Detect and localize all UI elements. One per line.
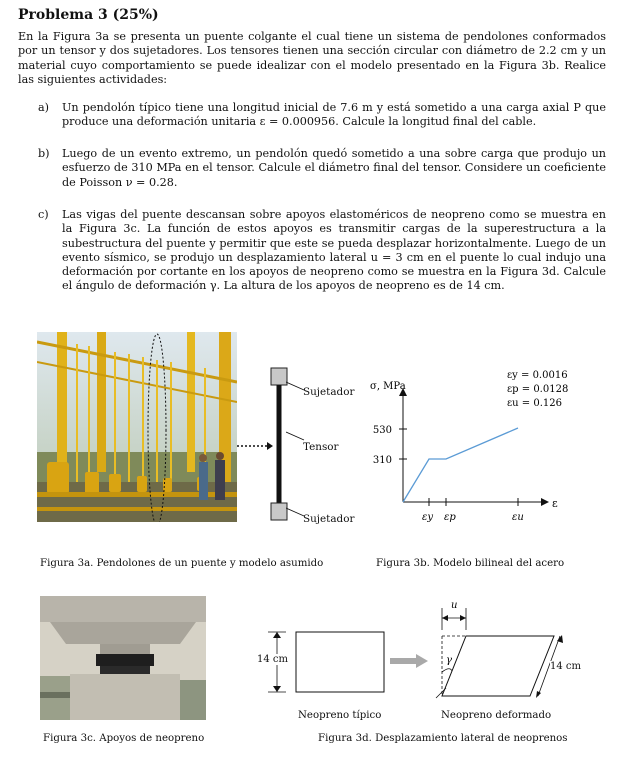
item-b-label: b) [38,147,50,160]
gamma-label: γ [446,655,452,666]
intro-paragraph: En la Figura 3a se presenta un puente colgante el cual tiene un sistema de pendolones conformados por un tensor y dos sujetadores. Los tensores tienen una sección circular con diámetro de 2.2 cm y un material cuyo comportamiento se puede idealizar con el modelo presentado en la Figura 3b. Realice las siguientes actividades: [18,30,606,86]
legend-eps-u: εu = 0.126 [507,398,562,409]
item-a-text: Un pendolón típico tiene una longitud inicial de 7.6 m y está sometido a una carga axial P que produce una deformación unitaria ε = 0.000956. Calcule la longitud final del cable. [62,101,606,129]
caption-fig3a: Figura 3a. Pendolones de un puente y modelo asumido [40,558,324,569]
caption-fig3b: Figura 3b. Modelo bilineal del acero [376,558,565,569]
neoprene-bearing-photo [40,596,206,720]
item-a-label: a) [38,101,50,114]
label-neopreno-deformado: Neopreno deformado [441,710,552,721]
bilinear-steel-chart [360,362,575,532]
caption-fig3c: Figura 3c. Apoyos de neopreno [43,733,205,744]
deformed-neoprene-diagram [430,596,590,706]
legend-eps-y: εy = 0.0016 [507,370,568,381]
x-axis-label: ε [552,497,558,510]
bridge-hangers-photo [37,332,237,522]
gamma-arc [442,669,452,672]
label-neopreno-tipico: Neopreno típico [298,710,382,721]
label-sujetador-top: Sujetador [303,386,355,398]
problem-title: Problema 3 (25%) [18,7,159,23]
y-axis-label: σ, MPa [370,381,406,392]
eps-u-label: εu [512,512,524,523]
typical-neoprene-block [296,632,384,692]
bottom-clamp-box [271,503,287,520]
eps-y-label: εy [422,512,434,523]
caption-fig3d: Figura 3d. Desplazamiento lateral de neoprenos [318,733,568,744]
item-a [18,101,606,131]
item-c [18,208,606,308]
legend-eps-p: εp = 0.0128 [507,384,569,395]
height-label-right: 14 cm [550,661,581,672]
tick-530: 530 [372,425,392,436]
item-b-text: Luego de un evento extremo, un pendolón quedó sometido a una sobre carga que produjo un esfuerzo de 310 MPa en el tensor. Calcule el diámetro final del tensor. Considere un coeficiente de Poisson ν = 0.28. [62,147,606,189]
height-label-left: 14 cm [257,654,288,665]
top-clamp-box [271,368,287,385]
u-label: u [451,600,458,611]
label-sujetador-bottom: Sujetador [303,513,355,525]
item-c-label: c) [38,208,49,221]
item-b [18,147,606,193]
stress-strain-curve [403,428,518,502]
x-axis-arrowhead [541,498,549,506]
deformed-neoprene-block [442,636,554,696]
label-tensor: Tensor [303,441,339,453]
eps-p-label: εp [444,512,456,523]
tick-310: 310 [372,455,392,466]
transform-arrow [390,654,430,668]
item-c-text: Las vigas del puente descansan sobre apoyos elastoméricos de neopreno como se muestra en la Figura 3c. La función de estos apoyos es transmitir cargas de la superestructura a la subestructura del puente y permitir que este se pueda desplazar horizontalmente. Luego de un evento sísmico, se produjo un desplazamiento lateral u = 3 cm en el puente lo cual indujo una deformación por cortante en los apoyos de neopreno como se muestra en la Figura 3d. Calcule el ángulo de deformación γ. La altura de los apoyos de neopreno es de 14 cm. [62,208,606,293]
